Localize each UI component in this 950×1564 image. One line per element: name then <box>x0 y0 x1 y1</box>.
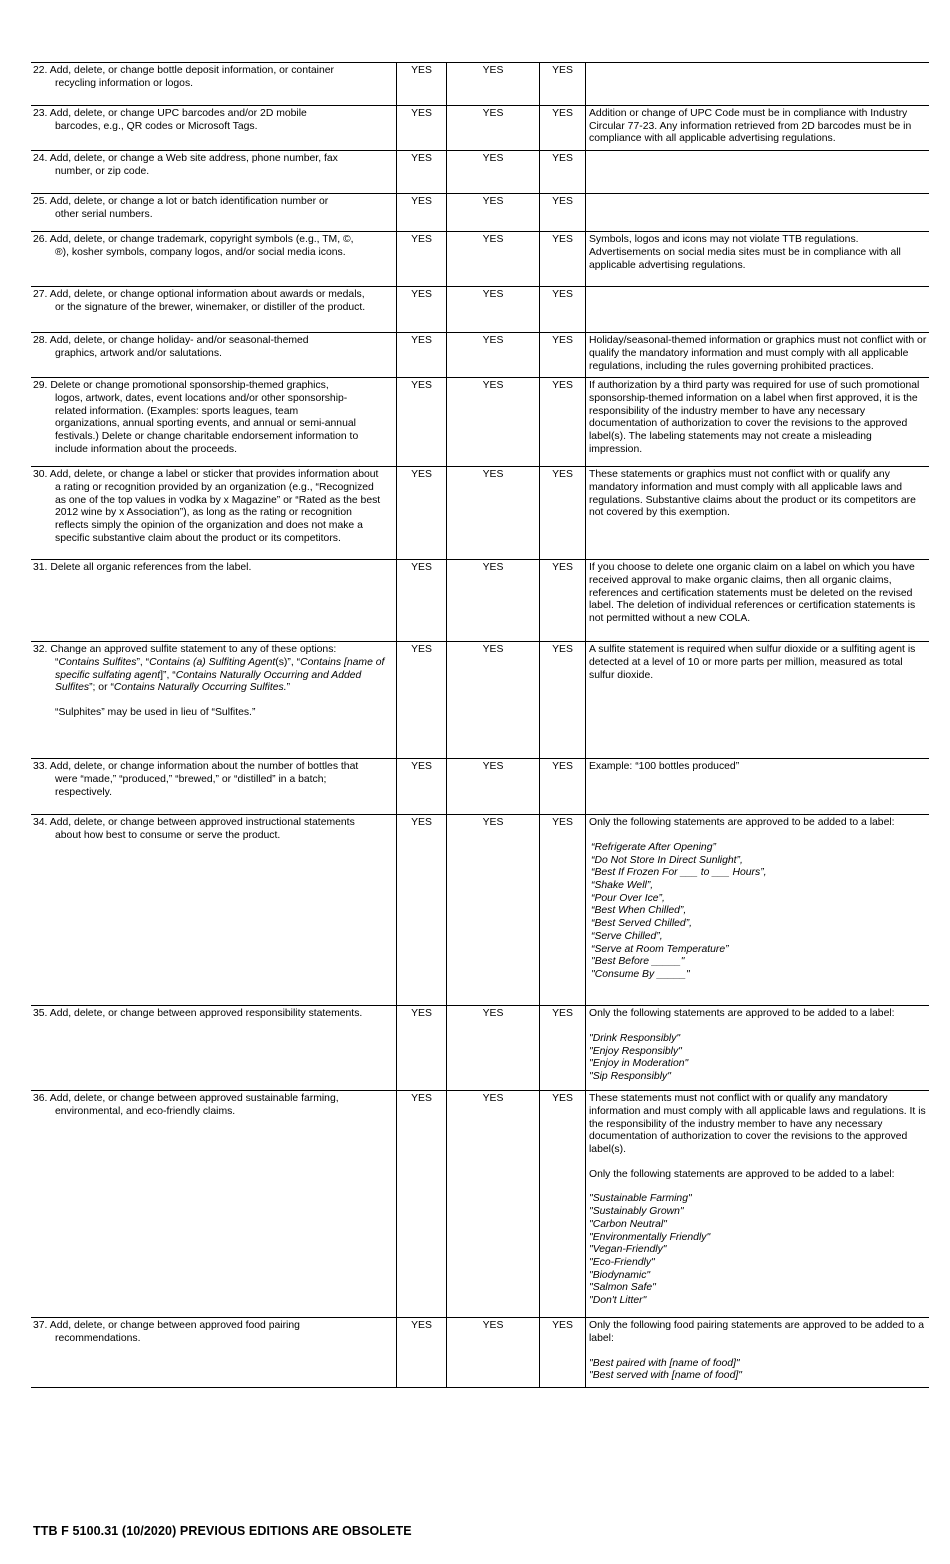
item-description <box>31 815 397 1006</box>
approved-statement: “Serve at Room Temperature” <box>591 943 729 955</box>
yes-cell-2: YES <box>447 759 540 815</box>
item-number: 25. <box>33 196 48 208</box>
approved-statement: "Consume By _____" <box>591 968 690 980</box>
item-text: Add, delete, or change holiday- and/or seasonal-themed <box>49 335 309 347</box>
item-text: Add, delete, or change optional information about awards or medals, <box>49 289 365 301</box>
item-text: Add, delete, or change trademark, copyright symbols (e.g., TM, ©, <box>49 234 354 246</box>
yes-cell-2: YES <box>447 106 540 151</box>
yes-cell-2: YES <box>447 1318 540 1388</box>
item-first-line <box>33 817 394 830</box>
item-description <box>31 232 397 287</box>
table-row <box>31 759 929 815</box>
item-text: Change an approved sulfite statement to any of these options: <box>50 644 337 656</box>
item-description <box>31 378 397 467</box>
approved-statement: “Best If Frozen For ___ to ___ Hours”, <box>591 867 767 879</box>
table-row <box>31 1318 929 1388</box>
table-row <box>31 287 929 333</box>
item-notes <box>586 1091 930 1318</box>
approved-statement: "Enjoy Responsibly" <box>589 1045 682 1057</box>
yes-cell-2: YES <box>447 1006 540 1091</box>
allowable-revisions-table <box>31 62 929 1388</box>
yes-cell-1: YES <box>397 642 447 759</box>
item-notes <box>586 194 930 232</box>
sulfite-punctuation: ”; or “ <box>89 682 114 694</box>
table-body <box>31 63 929 1388</box>
yes-cell-2: YES <box>447 560 540 642</box>
item-text: Add, delete, or change between approved sustainable farming, <box>49 1093 339 1105</box>
sulfite-option-text: Contains (a) Sulfiting Agent <box>149 656 276 668</box>
note-paragraph: These statements must not conflict with or qualify any mandatory information and must comply with all applicable laws and regulations. It is the responsibility of the industry member to have any necessary documentation of authorization to cover the revisions to the approved label(s). <box>589 1093 926 1156</box>
yes-cell-1: YES <box>397 287 447 333</box>
table-row <box>31 467 929 560</box>
item-first-line <box>33 1008 394 1021</box>
sulfite-punctuation: “ <box>55 656 59 668</box>
item-notes <box>586 759 930 815</box>
yes-cell-2: YES <box>447 1091 540 1318</box>
note-paragraph: Only the following statements are approved to be added to a label: <box>589 1008 895 1020</box>
note-paragraph: These statements or graphics must not conflict with or qualify any mandatory information and must comply with all applicable laws and regulations. Substantive claims about the product or its competitors are not covered by this exemption. <box>589 469 916 519</box>
yes-cell-3: YES <box>540 1091 586 1318</box>
table-row <box>31 378 929 467</box>
yes-cell-2: YES <box>447 287 540 333</box>
yes-cell-3: YES <box>540 232 586 287</box>
item-text: Add, delete, or change between approved responsibility statements. <box>49 1008 363 1020</box>
note-paragraph: Symbols, logos and icons may not violate TTB regulations. Advertisements on social media sites must be in compliance with all applicable advertising regulations. <box>589 234 901 271</box>
yes-cell-3: YES <box>540 815 586 1006</box>
item-description <box>31 1091 397 1318</box>
item-notes <box>586 1318 930 1388</box>
approved-statement-list <box>589 842 927 982</box>
item-number: 23. <box>33 108 48 119</box>
approved-statement: “Shake Well”, <box>591 880 654 892</box>
item-first-line <box>33 234 394 247</box>
item-line: a rating or recognition provided by an organization (e.g., “Recognized <box>55 481 374 493</box>
item-line: environmental, and eco-friendly claims. <box>55 1105 236 1117</box>
item-line: about how best to consume or serve the product. <box>55 829 281 841</box>
table-row <box>31 1091 929 1318</box>
approved-statement: "Eco-Friendly" <box>589 1256 655 1268</box>
yes-cell-1: YES <box>397 815 447 1006</box>
table-row <box>31 63 929 106</box>
approved-statement-list <box>589 1193 927 1307</box>
note-paragraph: Holiday/seasonal-themed information or graphics must not conflict with or qualify the mandatory information and must comply with all applicable regulations, including the rules governing prohibited practices. <box>589 335 927 372</box>
item-description <box>31 759 397 815</box>
approved-statement: “Serve Chilled”, <box>591 930 663 942</box>
item-text: Add, delete, or change bottle deposit information, or container <box>49 65 334 76</box>
item-number: 34. <box>33 817 48 829</box>
item-text: Delete or change promotional sponsorship-themed graphics, <box>50 380 329 392</box>
approved-statement: “Best Served Chilled”, <box>591 918 693 930</box>
yes-cell-3: YES <box>540 1318 586 1388</box>
yes-cell-1: YES <box>397 194 447 232</box>
approved-statement: "Environmentally Friendly" <box>589 1231 711 1243</box>
yes-cell-1: YES <box>397 467 447 560</box>
item-line: recycling information or logos. <box>55 77 194 89</box>
note-paragraph: If you choose to delete one organic claim on a label on which you have received approval to make organic claims, then all organic claims, references and certification statements must be deleted on the revised label. The deletion of individual references or certification statements is not permitted without a new COLA. <box>589 562 916 625</box>
approved-statement: "Sustainable Farming" <box>589 1193 692 1205</box>
table-row <box>31 1006 929 1091</box>
item-first-line <box>33 196 394 209</box>
item-description <box>31 642 397 759</box>
table-row <box>31 642 929 759</box>
item-number: 35. <box>33 1008 48 1020</box>
approved-statement: "Carbon Neutral" <box>589 1218 667 1230</box>
item-line: organizations, annual sporting events, and annual or semi-annual <box>55 418 356 430</box>
item-description <box>31 63 397 106</box>
table-row <box>31 194 929 232</box>
item-description <box>31 106 397 151</box>
item-number: 26. <box>33 234 48 246</box>
yes-cell-3: YES <box>540 333 586 378</box>
yes-cell-2: YES <box>447 194 540 232</box>
item-line: related information. (Examples: sports leagues, team <box>55 405 299 417</box>
approved-statement: "Drink Responsibly" <box>589 1032 681 1044</box>
item-number: 24. <box>33 153 48 165</box>
item-first-line <box>33 153 394 166</box>
note-paragraph: Only the following food pairing statements are approved to be added to a label: <box>589 1320 925 1344</box>
yes-cell-1: YES <box>397 333 447 378</box>
item-number: 30. <box>33 469 48 481</box>
item-first-line <box>33 335 394 348</box>
yes-cell-3: YES <box>540 378 586 467</box>
item-notes <box>586 642 930 759</box>
item-number: 31. <box>33 562 48 574</box>
approved-statement: "Sustainably Grown" <box>589 1206 684 1218</box>
approved-statement: “Best When Chilled”, <box>591 905 687 917</box>
item-first-line <box>33 644 394 657</box>
note-paragraph: Only the following statements are approved to be added to a label: <box>589 817 895 829</box>
item-first-line <box>33 65 394 78</box>
item-line: other serial numbers. <box>55 208 153 220</box>
item-text: Add, delete, or change a label or sticker that provides information about <box>49 469 379 481</box>
item-text: Add, delete, or change UPC barcodes and/or 2D mobile <box>49 108 307 119</box>
approved-statement: "Sip Responsibly" <box>589 1071 671 1083</box>
item-first-line <box>33 108 394 121</box>
approved-statement: "Vegan-Friendly" <box>589 1244 667 1256</box>
item-notes <box>586 151 930 194</box>
sulfite-option-text: of specific sulfating agent <box>55 656 385 681</box>
item-text: Add, delete, or change information about the number of bottles that <box>49 761 359 773</box>
note-paragraph: A sulfite statement is required when sulfur dioxide or a sulfiting agent is detected at a level of 10 or more parts per million, measured as total sulfur dioxide. <box>589 644 916 681</box>
yes-cell-1: YES <box>397 759 447 815</box>
table-row <box>31 560 929 642</box>
item-line: include information about the proceeds. <box>55 443 237 455</box>
item-notes <box>586 333 930 378</box>
approved-statement-list <box>589 1033 927 1084</box>
item-description <box>31 560 397 642</box>
item-first-line <box>33 761 394 774</box>
note-paragraph: If authorization by a third party was required for use of such promotional sponsorship-themed information on a label when first approved, it is the responsibility of the industry member to have any necessary documentation of authorization to cover the revisions to the approved label(s). The labeling statements may not create a misleading impression. <box>589 380 920 455</box>
sulfite-option-text: Contains [name <box>300 656 373 668</box>
sulfite-punctuation: (s)”, “ <box>275 656 301 668</box>
yes-cell-3: YES <box>540 106 586 151</box>
yes-cell-3: YES <box>540 560 586 642</box>
note-paragraph: Only the following statements are approved to be added to a label: <box>589 1168 895 1180</box>
sulfite-options <box>33 657 394 695</box>
item-line: 2012 wine by x Association”), as long as the rating or recognition <box>55 507 352 519</box>
approved-statement: "Don't Litter" <box>589 1295 647 1307</box>
sulfite-option-text: Contains Naturally Occurring Sulfites. <box>113 682 287 694</box>
item-number: 29. <box>33 380 48 392</box>
yes-cell-1: YES <box>397 560 447 642</box>
item-line: as one of the top values in vodka by x Magazine” or “Rated as the best <box>55 494 381 506</box>
item-text: Add, delete, or change between approved food pairing <box>49 1320 300 1332</box>
item-first-line <box>33 1320 394 1333</box>
note-paragraph: Addition or change of UPC Code must be in compliance with Industry Circular 77-23. Any information retrieved from 2D barcodes must be in compliance with all applicable advertising regulations. <box>589 108 912 145</box>
item-line: logos, artwork, dates, event locations and/or other sponsorship- <box>55 392 348 404</box>
approved-statement: "Best paired with [name of food]" <box>589 1357 740 1369</box>
approved-statement: "Biodynamic" <box>589 1269 651 1281</box>
item-first-line <box>33 1093 394 1106</box>
yes-cell-2: YES <box>447 642 540 759</box>
yes-cell-2: YES <box>447 467 540 560</box>
yes-cell-1: YES <box>397 232 447 287</box>
item-line: barcodes, e.g., QR codes or Microsoft Tags. <box>55 120 258 132</box>
yes-cell-3: YES <box>540 759 586 815</box>
yes-cell-1: YES <box>397 1318 447 1388</box>
item-text: Add, delete, or change a lot or batch identification number or <box>49 196 329 208</box>
item-number: 37. <box>33 1320 48 1332</box>
note-paragraph: Example: “100 bottles produced” <box>589 761 740 773</box>
item-number: 36. <box>33 1093 48 1105</box>
item-number: 33. <box>33 761 48 773</box>
item-line: reflects simply the opinion of the organization and does not make a <box>55 520 363 532</box>
item-number: 28. <box>33 335 48 347</box>
yes-cell-3: YES <box>540 63 586 106</box>
item-description <box>31 1318 397 1388</box>
yes-cell-1: YES <box>397 63 447 106</box>
yes-cell-1: YES <box>397 378 447 467</box>
yes-cell-2: YES <box>447 815 540 1006</box>
approved-statement: "Best Before _____" <box>591 956 685 968</box>
sulfite-punctuation: ” <box>286 682 291 694</box>
item-description <box>31 151 397 194</box>
item-line: ®), kosher symbols, company logos, and/or social media icons. <box>55 246 346 258</box>
item-first-line <box>33 562 394 575</box>
yes-cell-1: YES <box>397 106 447 151</box>
yes-cell-2: YES <box>447 63 540 106</box>
item-notes <box>586 232 930 287</box>
item-line: or the signature of the brewer, winemaker, or distiller of the product. <box>55 301 366 313</box>
item-text: Delete all organic references from the label. <box>50 562 252 574</box>
item-line: specific substantive claim about the product or its competitors. <box>55 532 341 544</box>
yes-cell-3: YES <box>540 467 586 560</box>
item-notes <box>586 467 930 560</box>
yes-cell-1: YES <box>397 1091 447 1318</box>
item-description <box>31 333 397 378</box>
approved-statement: "Salmon Safe" <box>589 1282 656 1294</box>
item-number: 22. <box>33 65 48 76</box>
yes-cell-1: YES <box>397 151 447 194</box>
item-text: Add, delete, or change between approved instructional statements <box>49 817 355 829</box>
item-notes <box>586 378 930 467</box>
item-notes <box>586 1006 930 1091</box>
item-notes <box>586 287 930 333</box>
form-footer: TTB F 5100.31 (10/2020) PREVIOUS EDITIONS ARE OBSOLETE <box>33 1524 412 1538</box>
item-description <box>31 1006 397 1091</box>
item-line: recommendations. <box>55 1332 141 1344</box>
yes-cell-3: YES <box>540 1006 586 1091</box>
yes-cell-3: YES <box>540 287 586 333</box>
item-number: 32. <box>33 644 48 656</box>
item-line: number, or zip code. <box>55 165 150 177</box>
yes-cell-3: YES <box>540 642 586 759</box>
approved-statement: "Best served with [name of food]" <box>589 1370 742 1382</box>
item-line: graphics, artwork and/or salutations. <box>55 347 222 359</box>
approved-statement-list <box>589 1358 927 1383</box>
yes-cell-2: YES <box>447 232 540 287</box>
yes-cell-3: YES <box>540 151 586 194</box>
table-row <box>31 815 929 1006</box>
approved-statement: "Enjoy in Moderation" <box>589 1058 689 1070</box>
item-notes <box>586 106 930 151</box>
item-first-line <box>33 469 394 482</box>
sulfite-punctuation: ]”, “ <box>160 669 176 681</box>
item-description <box>31 467 397 560</box>
yes-cell-2: YES <box>447 151 540 194</box>
item-notes <box>586 63 930 106</box>
sulfite-option-text: Contains Naturally Occurring and Added <box>175 669 362 681</box>
table-row <box>31 333 929 378</box>
yes-cell-1: YES <box>397 1006 447 1091</box>
approved-statement: “Refrigerate After Opening” <box>591 841 716 853</box>
yes-cell-2: YES <box>447 378 540 467</box>
item-notes <box>586 560 930 642</box>
item-description <box>31 287 397 333</box>
item-text: Add, delete, or change a Web site address, phone number, fax <box>49 153 338 165</box>
item-first-line <box>33 380 394 393</box>
yes-cell-3: YES <box>540 194 586 232</box>
item-first-line <box>33 289 394 302</box>
item-description <box>31 194 397 232</box>
approved-statement: “Do Not Store In Direct Sunlight”, <box>591 854 743 866</box>
table-row <box>31 106 929 151</box>
approved-statement: “Pour Over Ice”, <box>591 892 665 904</box>
table-row <box>31 232 929 287</box>
yes-cell-2: YES <box>447 333 540 378</box>
item-line: respectively. <box>55 786 112 798</box>
sulfite-option-text: Contains Sulfites <box>58 656 137 668</box>
item-line: festivals.) Delete or change charitable endorsement information to <box>55 431 359 443</box>
item-line: were “made,” “produced,” “brewed,” or “distilled” in a batch; <box>55 773 327 785</box>
item-number: 27. <box>33 289 48 301</box>
table-row <box>31 151 929 194</box>
sulfite-punctuation: ”, “ <box>136 656 150 668</box>
sulfite-option-text: Sulfites <box>55 682 90 694</box>
item-notes <box>586 815 930 1006</box>
sulphites-note: “Sulphites” may be used in lieu of “Sulfites.” <box>55 707 256 719</box>
